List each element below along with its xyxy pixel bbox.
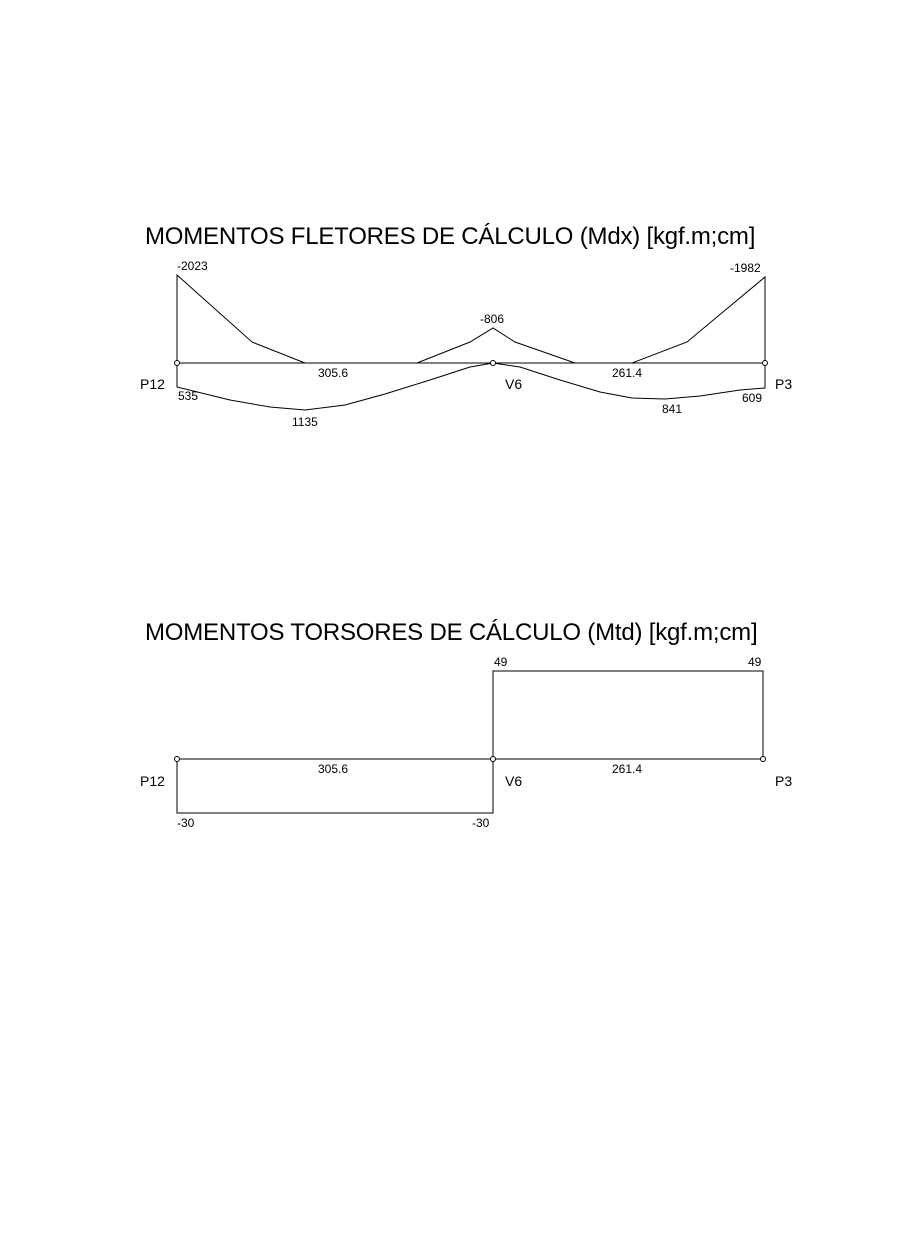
- torsion-moment-diagram: [140, 655, 792, 830]
- moment-label-right-bottom: 609: [742, 391, 763, 405]
- node-label-p12: P12: [140, 376, 165, 392]
- node-label-v6: V6: [505, 773, 523, 789]
- node-p3: [761, 757, 766, 762]
- bending-moment-title: MOMENTOS FLETORES DE CÁLCULO (Mdx) [kgf.m;cm]: [145, 223, 756, 250]
- moment-label-mid-support: -806: [480, 312, 505, 326]
- node-label-v6: V6: [505, 376, 523, 392]
- torsion-label-span2-right: 49: [748, 655, 762, 669]
- bending-moment-diagram: [140, 259, 792, 429]
- span-label-2: 261.4: [612, 762, 643, 776]
- node-label-p3: P3: [775, 376, 793, 392]
- node-p12: [175, 361, 180, 366]
- negative-moment-curve-mid: [417, 328, 575, 363]
- moment-label-right-support: -1982: [730, 261, 761, 275]
- node-v6: [491, 361, 496, 366]
- negative-moment-curve-right: [632, 277, 765, 363]
- span-label-1: 305.6: [318, 366, 349, 380]
- torsion-label-span1-right: -30: [472, 816, 490, 830]
- torsion-label-span1-left: -30: [177, 816, 195, 830]
- node-p12: [175, 757, 180, 762]
- moment-label-left-support: -2023: [177, 259, 208, 273]
- torsion-moment-title: MOMENTOS TORSORES DE CÁLCULO (Mtd) [kgf.m;cm]: [145, 619, 758, 646]
- node-label-p3: P3: [775, 773, 793, 789]
- negative-moment-curve-left: [177, 275, 305, 363]
- moment-label-span1-max: 1135: [292, 415, 318, 429]
- node-p3: [763, 361, 768, 366]
- torsion-label-span2-left: 49: [494, 655, 508, 669]
- span-label-2: 261.4: [612, 366, 643, 380]
- node-v6: [491, 757, 496, 762]
- moment-label-left-bottom: 535: [178, 389, 199, 403]
- node-label-p12: P12: [140, 773, 165, 789]
- span-label-1: 305.6: [318, 762, 349, 776]
- moment-label-span2-max: 841: [662, 402, 683, 416]
- torsion-block-span2: [493, 671, 763, 759]
